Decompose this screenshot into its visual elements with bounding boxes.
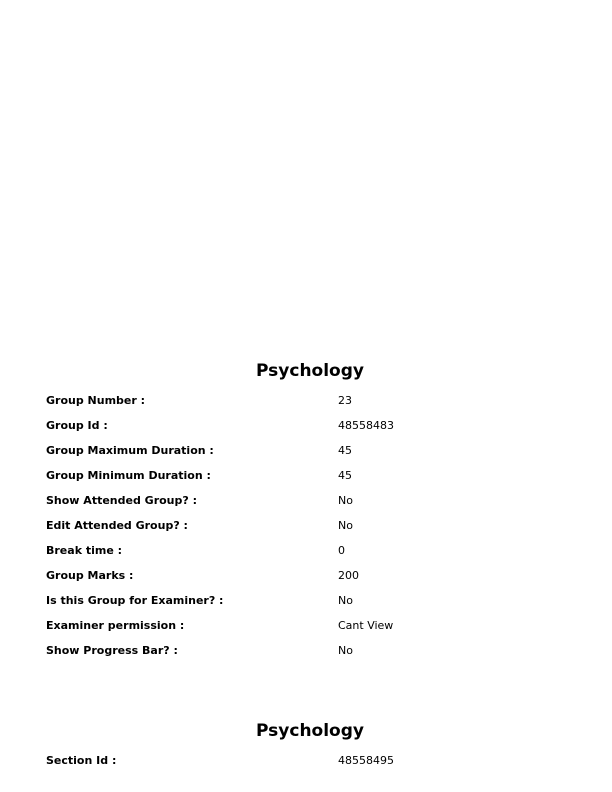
group-number-row — [46, 393, 566, 418]
show-progress-bar-label: Show Progress Bar? : — [46, 644, 178, 657]
section-title: Psychology — [256, 721, 364, 741]
examiner-permission-label: Examiner permission : — [46, 619, 185, 632]
group-max-duration-label: Group Maximum Duration : — [46, 444, 214, 457]
examiner-permission-row — [46, 618, 566, 643]
group-min-duration-label: Group Minimum Duration : — [46, 469, 211, 482]
section-details-table — [46, 753, 566, 778]
edit-attended-group-label: Edit Attended Group? : — [46, 519, 188, 532]
break-time-label: Break time : — [46, 544, 123, 557]
break-time-value: 0 — [338, 544, 345, 557]
group-id-label: Group Id : — [46, 419, 108, 432]
group-marks-label: Group Marks : — [46, 569, 134, 582]
examiner-permission-value: Cant View — [338, 619, 394, 632]
show-attended-group-row — [46, 493, 566, 518]
group-number-label: Group Number : — [46, 394, 146, 407]
show-progress-bar-row — [46, 643, 566, 668]
group-for-examiner-value: No — [338, 594, 353, 607]
group-min-duration-row — [46, 468, 566, 493]
group-number-value: 23 — [338, 394, 352, 407]
group-id-row — [46, 418, 566, 443]
group-marks-value: 200 — [338, 569, 359, 582]
group-id-value: 48558483 — [338, 419, 394, 432]
show-progress-bar-value: No — [338, 644, 353, 657]
show-attended-group-label: Show Attended Group? : — [46, 494, 197, 507]
break-time-row — [46, 543, 566, 568]
group-title: Psychology — [256, 361, 364, 381]
edit-attended-group-value: No — [338, 519, 353, 532]
group-details-table — [46, 393, 566, 668]
group-for-examiner-row — [46, 593, 566, 618]
group-marks-row — [46, 568, 566, 593]
group-max-duration-row — [46, 443, 566, 468]
section-id-row — [46, 753, 566, 778]
group-min-duration-value: 45 — [338, 469, 352, 482]
edit-attended-group-row — [46, 518, 566, 543]
section-id-value: 48558495 — [338, 754, 394, 767]
section-id-label: Section Id : — [46, 754, 117, 767]
show-attended-group-value: No — [338, 494, 353, 507]
group-for-examiner-label: Is this Group for Examiner? : — [46, 594, 224, 607]
group-max-duration-value: 45 — [338, 444, 352, 457]
